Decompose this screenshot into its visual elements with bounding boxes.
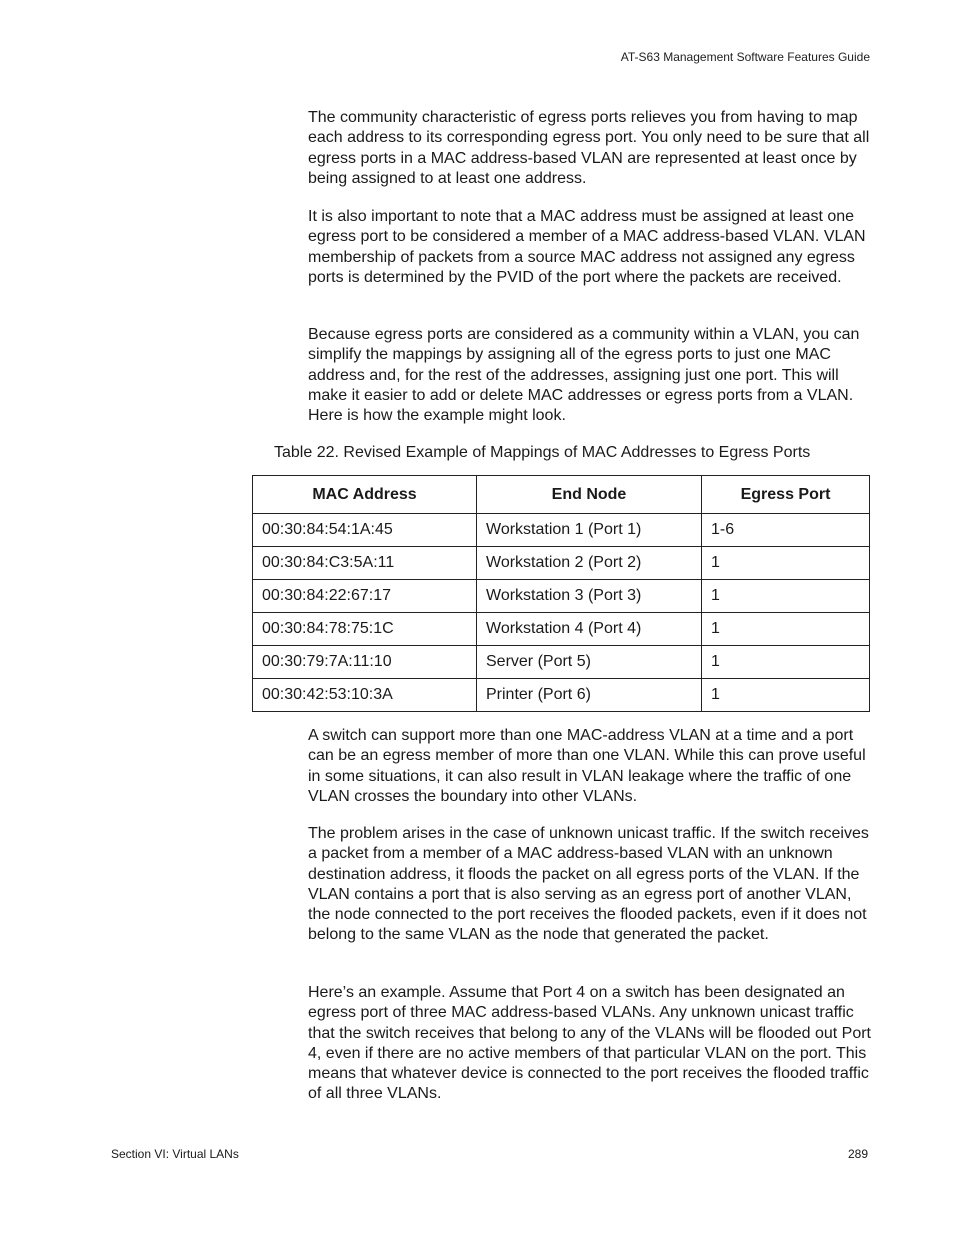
cell-end-node: Workstation 1 (Port 1) (477, 514, 702, 547)
cell-egress-port: 1 (702, 580, 870, 613)
table-header-row (253, 476, 870, 514)
cell-mac-address: 00:30:84:54:1A:45 (253, 514, 477, 547)
table-caption: Table 22. Revised Example of Mappings of MAC Addresses to Egress Ports (274, 444, 811, 461)
cell-end-node: Printer (Port 6) (477, 679, 702, 712)
cell-end-node: Workstation 2 (Port 2) (477, 547, 702, 580)
header-end-node: End Node (477, 476, 702, 514)
table-row (253, 547, 870, 580)
paragraph-multiple-vlans: A switch can support more than one MAC-address VLAN at a time and a port can be an egress member of more than one VLAN. While this can prove useful in some situations, it can also result in VLAN leakage where the traffic of one VLAN crosses the boundary into other VLANs. (308, 727, 866, 805)
mac-mapping-table (252, 475, 870, 712)
page-number: 289 (847, 1147, 868, 1161)
cell-egress-port: 1 (702, 679, 870, 712)
header-egress-port: Egress Port (702, 476, 870, 514)
running-header: AT-S63 Management Software Features Guide (620, 50, 870, 64)
cell-end-node: Server (Port 5) (477, 646, 702, 679)
paragraph-simplify-mappings: Because egress ports are considered as a community within a VLAN, you can simplify the mappings by assigning all of the egress ports to just one MAC address and, for the rest of the addresses, assigning just one port. This will make it easier to add or delete MAC addresses or egress ports from a VLAN. Here is how the example might look. (308, 326, 860, 425)
cell-end-node: Workstation 3 (Port 3) (477, 580, 702, 613)
table-row (253, 679, 870, 712)
paragraph-community-egress: The community characteristic of egress ports relieves you from having to map each address to its corresponding egress port. You only need to be sure that all egress ports in a MAC address-based VLAN are represented at least once by being assigned to at least one address. (308, 109, 870, 187)
cell-egress-port: 1 (702, 613, 870, 646)
cell-mac-address: 00:30:79:7A:11:10 (253, 646, 477, 679)
cell-egress-port: 1-6 (702, 514, 870, 547)
cell-mac-address: 00:30:84:78:75:1C (253, 613, 477, 646)
table-row (253, 514, 870, 547)
cell-mac-address: 00:30:84:C3:5A:11 (253, 547, 477, 580)
cell-end-node: Workstation 4 (Port 4) (477, 613, 702, 646)
footer-section: Section VI: Virtual LANs (111, 1147, 239, 1161)
paragraph-example: Here’s an example. Assume that Port 4 on a switch has been designated an egress port of three MAC address-based VLANs. Any unknown unicast traffic that the switch receives that belong to any of the VLANs will be flooded out Port 4, even if there are no active members of that particular VLAN on the port. This means that whatever device is connected to the port receives the flooded traffic of all three VLANs. (308, 984, 871, 1103)
header-mac-address: MAC Address (253, 476, 477, 514)
table-row (253, 646, 870, 679)
cell-mac-address: 00:30:42:53:10:3A (253, 679, 477, 712)
paragraph-unknown-unicast: The problem arises in the case of unknown unicast traffic. If the switch receives a packet from a member of a MAC address-based VLAN with an unknown destination address, it floods the packet on all egress ports of the VLAN. If the VLAN contains a port that is also serving as an egress port of another VLAN, the node connected to the port receives the flooded packets, even if it does not belong to the same VLAN as the node that generated the packet. (308, 825, 869, 944)
table-row (253, 613, 870, 646)
cell-mac-address: 00:30:84:22:67:17 (253, 580, 477, 613)
cell-egress-port: 1 (702, 646, 870, 679)
table-row (253, 580, 870, 613)
cell-egress-port: 1 (702, 547, 870, 580)
paragraph-egress-membership: It is also important to note that a MAC address must be assigned at least one egress port to be considered a member of a MAC address-based VLAN. VLAN membership of packets from a source MAC address not assigned any egress ports is determined by the PVID of the port where the packets are received. (308, 208, 866, 286)
